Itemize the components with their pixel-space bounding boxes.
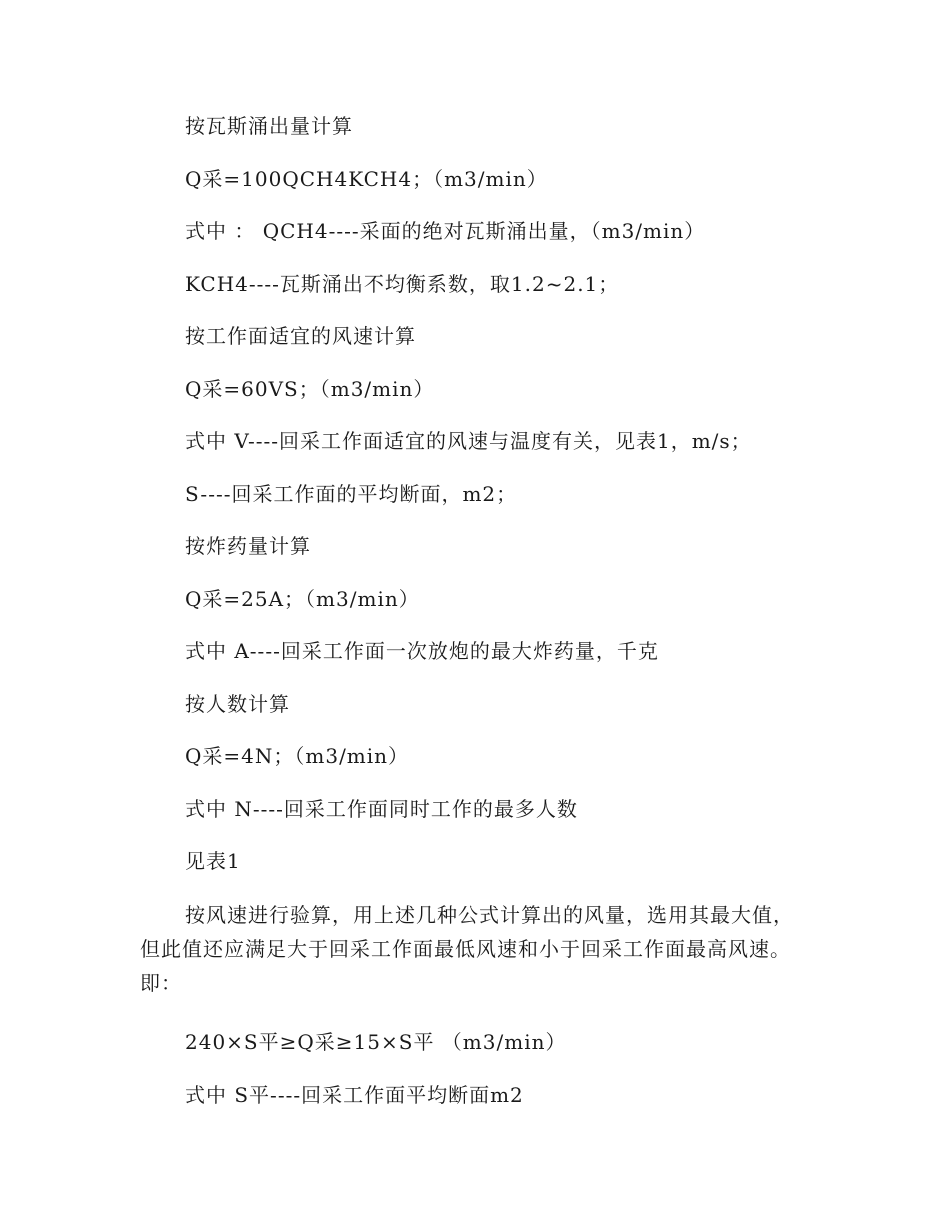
- verification-paragraph: 按风速进行验算，用上述几种公式计算出的风量，选用其最大值，但此值还应满足大于回采工作面最低风速和小于回采工作面最高风速。即：: [140, 903, 794, 995]
- definition-kch4: KCH4----瓦斯涌出不均衡系数，取1.2~2.1；: [185, 272, 620, 296]
- formula-explosive: Q采=25A；（m3/min）: [185, 587, 420, 611]
- heading-gas-emission: 按瓦斯涌出量计算: [185, 114, 353, 138]
- heading-people: 按人数计算: [185, 692, 290, 716]
- formula-verification: 240×S平≥Q采≥15×S平 （m3/min）: [185, 1030, 567, 1054]
- definition-qch4: 式中 ： QCH4----采面的绝对瓦斯涌出量，（m3/min）: [185, 219, 706, 243]
- formula-wind-speed: Q采=60VS；（m3/min）: [185, 377, 435, 401]
- definition-n: 式中 N----回采工作面同时工作的最多人数: [185, 797, 578, 821]
- formula-gas-emission: Q采=100QCH4KCH4；（m3/min）: [185, 167, 548, 191]
- heading-explosive: 按炸药量计算: [185, 534, 311, 558]
- definition-s-avg: 式中 S平----回采工作面平均断面m2: [185, 1083, 524, 1107]
- heading-wind-speed: 按工作面适宜的风速计算: [185, 324, 416, 348]
- definition-s: S----回采工作面的平均断面，m2；: [185, 482, 518, 506]
- definition-a: 式中 A----回采工作面一次放炮的最大炸药量，千克: [185, 639, 659, 663]
- table-reference: 见表1: [185, 849, 241, 873]
- definition-v: 式中 V----回采工作面适宜的风速与温度有关，见表1，m/s；: [185, 429, 752, 453]
- formula-people: Q采=4N；（m3/min）: [185, 744, 410, 768]
